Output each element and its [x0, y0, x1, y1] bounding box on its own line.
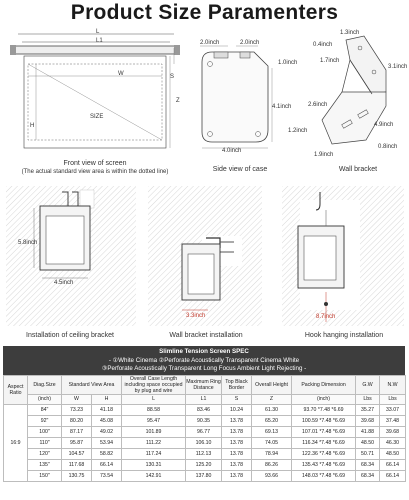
diagram-area — [0, 26, 409, 346]
table-cell: 35.27 — [356, 405, 380, 416]
hook-install-caption: Hook hanging installation — [304, 332, 384, 339]
spec-units-row — [4, 395, 406, 405]
col-nw: N.W — [380, 375, 406, 395]
label-size: SIZE — [90, 114, 104, 120]
side-dim-top-right: 2.0inch — [240, 40, 260, 46]
col-gw: G.W — [356, 375, 380, 395]
table-row — [4, 460, 406, 471]
front-view-note: (The actual standard view area is within the dotted line) — [21, 169, 169, 175]
spec-table — [3, 375, 406, 483]
table-row — [4, 405, 406, 416]
wall-install-dim: 3.3inch — [186, 313, 206, 319]
bracket-dim-2: 0.4inch — [313, 42, 333, 48]
spec-header — [3, 346, 405, 375]
table-cell: 65.20 — [252, 416, 292, 427]
bracket-dim-7: 1.2inch — [288, 128, 308, 134]
label-s: S — [170, 74, 175, 80]
bracket-dim-6: 4.9inch — [374, 122, 394, 128]
table-cell: 117.24 — [122, 449, 186, 460]
bracket-dim-5: 2.6inch — [308, 102, 328, 108]
table-cell: 150" — [28, 471, 62, 482]
aspect-ratio-cell: 16:9 — [4, 405, 28, 482]
side-dim-right-upper: 1.0inch — [278, 60, 298, 66]
page-title: Product Size Paramenters — [70, 1, 339, 24]
table-cell: 61.30 — [252, 405, 292, 416]
table-cell: 13.78 — [222, 427, 252, 438]
table-cell: 83.46 — [186, 405, 222, 416]
table-cell: 68.34 — [356, 471, 380, 482]
col-diag: Diag.Size — [28, 375, 62, 395]
table-cell: 120" — [28, 449, 62, 460]
unit-cell: S — [222, 395, 252, 405]
wall-install-diagram — [148, 186, 262, 326]
col-aspect: Aspect Ratio — [4, 375, 28, 405]
table-cell: 48.50 — [380, 449, 406, 460]
table-cell: 39.68 — [380, 427, 406, 438]
table-cell: 86.26 — [252, 460, 292, 471]
unit-cell: H — [92, 395, 122, 405]
col-overall-height: Overall Height — [252, 375, 292, 395]
bracket-dim-8: 1.9inch — [314, 152, 334, 158]
table-cell: 84" — [28, 405, 62, 416]
table-cell: 96.77 — [186, 427, 222, 438]
table-cell: 106.10 — [186, 438, 222, 449]
side-view-caption: Side view of case — [212, 166, 268, 173]
table-cell: 53.94 — [92, 438, 122, 449]
unit-cell: Z — [252, 395, 292, 405]
unit-cell: (inch) — [292, 395, 356, 405]
table-cell: 58.82 — [92, 449, 122, 460]
table-cell: 39.68 — [356, 416, 380, 427]
table-cell: 122.36 *7.48 *6.69 — [292, 449, 356, 460]
front-view-diagram — [6, 28, 181, 156]
table-cell: 125.20 — [186, 460, 222, 471]
unit-cell: L1 — [186, 395, 222, 405]
table-row — [4, 438, 406, 449]
label-h: H — [30, 123, 35, 129]
table-cell: 13.78 — [222, 460, 252, 471]
table-cell: 95.47 — [122, 416, 186, 427]
spec-header-row — [4, 375, 406, 395]
table-cell: 101.89 — [122, 427, 186, 438]
table-cell: 46.30 — [380, 438, 406, 449]
spec-table-section — [3, 346, 405, 498]
hook-install-diagram — [282, 186, 404, 326]
table-cell: 33.07 — [380, 405, 406, 416]
table-cell: 93.70 *7.48 *6.69 — [292, 405, 356, 416]
table-cell: 87.17 — [62, 427, 92, 438]
bracket-dim-9: 0.8inch — [378, 144, 398, 150]
unit-cell: Lbs — [380, 395, 406, 405]
table-cell: 135" — [28, 460, 62, 471]
label-l1: L1 — [96, 38, 103, 44]
table-cell: 48.50 — [356, 438, 380, 449]
unit-cell: Lbs — [356, 395, 380, 405]
table-cell: 112.13 — [186, 449, 222, 460]
wall-bracket-diagram — [302, 32, 406, 162]
table-row — [4, 416, 406, 427]
table-cell: 10.24 — [222, 405, 252, 416]
label-z: Z — [176, 98, 180, 104]
table-cell: 88.58 — [122, 405, 186, 416]
unit-cell: L — [122, 395, 186, 405]
ceiling-dim-height: 5.8inch — [18, 240, 38, 246]
bracket-dim-4: 3.1inch — [388, 64, 408, 70]
table-cell: 66.14 — [92, 460, 122, 471]
ceiling-install-caption: Installation of ceiling bracket — [26, 332, 114, 339]
table-cell: 137.80 — [186, 471, 222, 482]
table-cell: 50.71 — [356, 449, 380, 460]
table-cell: 13.78 — [222, 449, 252, 460]
unit-cell: W — [62, 395, 92, 405]
table-cell: 100.59 *7.48 *6.69 — [292, 416, 356, 427]
table-cell: 68.34 — [356, 460, 380, 471]
table-cell: 80.20 — [62, 416, 92, 427]
hook-install-dim: 8.7inch — [316, 314, 336, 320]
wall-install-caption: Wall bracket installation — [169, 332, 243, 339]
table-cell: 107.01 *7.48 *6.69 — [292, 427, 356, 438]
table-cell: 92" — [28, 416, 62, 427]
col-case-length: Overall Case Length including space occupied by plug and wire — [122, 375, 186, 395]
table-cell: 90.35 — [186, 416, 222, 427]
table-row — [4, 471, 406, 482]
table-cell: 100" — [28, 427, 62, 438]
table-cell: 104.57 — [62, 449, 92, 460]
table-row — [4, 449, 406, 460]
table-cell: 95.87 — [62, 438, 92, 449]
unit-cell: (inch) — [28, 395, 62, 405]
table-cell: 13.78 — [222, 416, 252, 427]
table-cell: 130.31 — [122, 460, 186, 471]
table-cell: 41.18 — [92, 405, 122, 416]
table-cell: 117.68 — [62, 460, 92, 471]
table-row — [4, 427, 406, 438]
table-cell: 13.78 — [222, 438, 252, 449]
table-cell: 148.03 *7.48 *6.69 — [292, 471, 356, 482]
side-dim-top-left: 2.0inch — [200, 40, 220, 46]
table-cell: 69.13 — [252, 427, 292, 438]
bracket-dim-1: 1.3inch — [340, 30, 360, 36]
table-cell: 37.48 — [380, 416, 406, 427]
col-top-black: Top Black Border — [222, 375, 252, 395]
table-cell: 142.91 — [122, 471, 186, 482]
table-cell: 49.02 — [92, 427, 122, 438]
table-cell: 66.14 — [380, 460, 406, 471]
table-cell: 111.22 — [122, 438, 186, 449]
ceiling-dim-width: 4.5inch — [54, 280, 74, 286]
spec-subtitle-2: ③Perforate Acoustically Transparent Long Focus Ambient Light Rejecting - — [101, 365, 307, 373]
table-cell: 13.78 — [222, 471, 252, 482]
table-cell: 110" — [28, 438, 62, 449]
table-cell: 74.05 — [252, 438, 292, 449]
wall-bracket-caption: Wall bracket — [338, 166, 378, 173]
bracket-dim-3: 1.7inch — [320, 58, 340, 64]
label-w: W — [118, 71, 124, 77]
spec-subtitle-1: - ①White Cinema ②Perforate Acoustically Transparent Cinema White — [108, 356, 300, 364]
col-max-ring: Maximum Ring Distance — [186, 375, 222, 395]
table-cell: 66.14 — [380, 471, 406, 482]
label-l: L — [96, 29, 100, 35]
col-view: Standard View Area — [62, 375, 122, 395]
table-cell: 45.08 — [92, 416, 122, 427]
table-cell: 73.23 — [62, 405, 92, 416]
side-view-diagram — [196, 42, 276, 152]
spec-table-body — [4, 405, 406, 482]
front-view-caption: Front view of screen — [63, 160, 127, 167]
table-cell: 130.75 — [62, 471, 92, 482]
table-cell: 41.88 — [356, 427, 380, 438]
table-cell: 135.43 *7.48 *6.69 — [292, 460, 356, 471]
spec-title: Slimline Tension Screen SPEC — [159, 348, 249, 355]
ceiling-install-diagram — [6, 186, 136, 326]
side-dim-height: 4.1inch — [272, 104, 292, 110]
table-cell: 73.54 — [92, 471, 122, 482]
table-cell: 93.66 — [252, 471, 292, 482]
side-dim-bottom: 4.0inch — [222, 148, 242, 154]
table-cell: 116.34 *7.48 *6.69 — [292, 438, 356, 449]
col-packing: Packing Dimension — [292, 375, 356, 395]
table-cell: 78.94 — [252, 449, 292, 460]
